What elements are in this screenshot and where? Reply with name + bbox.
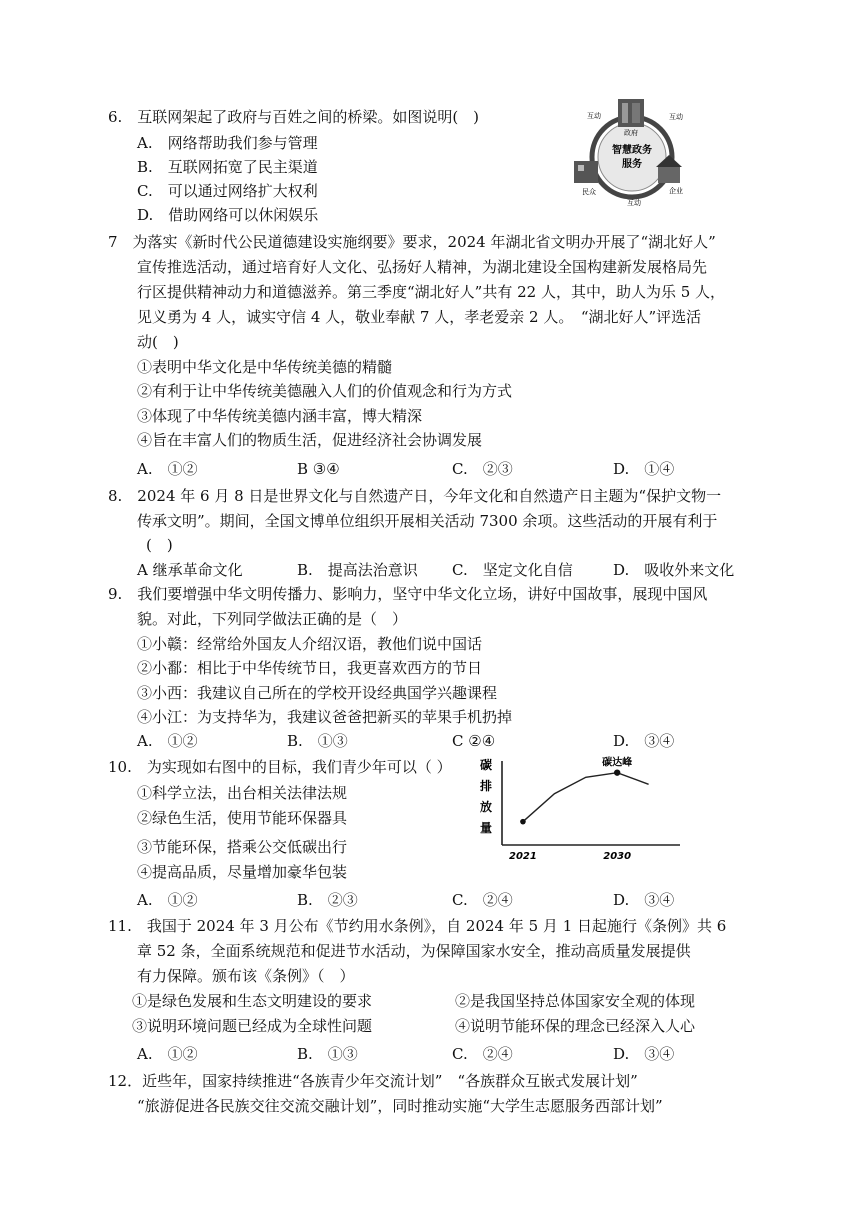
q7-option-a: A. ①②: [137, 460, 198, 478]
q11-option-b: B. ①③: [297, 1045, 358, 1063]
ylabel-char: 碳: [479, 758, 493, 772]
q6-stem: 6. 互联网架起了政府与百姓之间的桥梁。如图说明( ): [108, 108, 480, 126]
smart-government-diagram: [564, 93, 704, 213]
q9-item-1: ①小赣：经常给外国友人介绍汉语，教他们说中国话: [137, 635, 483, 653]
diagram-edge-1: 互动: [587, 112, 601, 120]
diagram-edge-3: 互动: [627, 199, 641, 207]
q12-line-1: 12．近些年，国家持续推进“各族青少年交流计划” “各族群众互嵌式发展计划”: [108, 1072, 638, 1090]
diagram-node-gov: 政府: [624, 129, 638, 137]
diagram-center-line2: 服务: [622, 159, 642, 170]
q7-item-4: ④旨在丰富人们的物质生活，促进经济社会协调发展: [137, 431, 483, 449]
q9-option-d: D. ③④: [613, 732, 675, 750]
q7-item-3: ③体现了中华传统美德内涵丰富，博大精深: [137, 407, 423, 425]
q7-line-3: 行区提供精神动力和道德滋养。第三季度“湖北好人”共有 22 人，其中，助人为乐 5 人，: [137, 283, 726, 301]
q12-line-2: “旅游促进各民族交往交流交融计划”，同时推动实施“大学生志愿服务西部计划”: [137, 1097, 663, 1115]
q6-option-d: D. 借助网络可以休闲娱乐: [137, 206, 319, 224]
q11-line-1: 11. 我国于 2024 年 3 月公布《节约用水条例》，自 2024 年 5 月 1 日起施行《条例》共 6: [108, 917, 727, 935]
q9-item-3: ③小西：我建议自己所在的学校开设经典国学兴趣课程: [137, 684, 498, 702]
q7-line-2: 宣传推选活动，通过培育好人文化、弘扬好人精神，为湖北建设全国构建新发展格局先: [137, 258, 708, 276]
peak-point: [614, 769, 620, 775]
q8-option-d: D. 吸收外来文化: [613, 561, 735, 579]
q8-option-c: C. 坚定文化自信: [452, 561, 573, 579]
q9-item-2: ②小鄱：相比于中华传统节日，我更喜欢西方的节日: [137, 659, 483, 677]
q7-line-5: 动( ): [137, 333, 179, 351]
q6-option-b: B. 互联网拓宽了民主渠道: [137, 158, 318, 176]
q7-option-b: B ③④: [297, 460, 340, 478]
q6-option-a: A. 网络帮助我们参与管理: [137, 134, 318, 152]
x-tick-2030: 2030: [603, 851, 632, 862]
q7-item-1: ①表明中华文化是中华传统美德的精髓: [137, 358, 393, 376]
q11-item-4: ④说明节能环保的理念已经深入人心: [455, 1017, 696, 1035]
q10-option-a: A. ①②: [137, 891, 198, 909]
q10-option-c: C. ②④: [452, 891, 513, 909]
q10-stem: 10. 为实现如右图中的目标，我们青少年可以（ ）: [108, 758, 452, 776]
q11-option-c: C. ②④: [452, 1045, 513, 1063]
ylabel-char: 放: [479, 800, 493, 814]
q9-option-b: B. ①③: [287, 732, 348, 750]
q7-line-4: 见义勇为 4 人，诚实守信 4 人，敬业奉献 7 人，孝老爱亲 2 人。 “湖北好人”评选活: [137, 308, 702, 326]
start-point: [520, 819, 526, 825]
q9-option-c: C ②④: [452, 732, 496, 750]
q8-option-b: B. 提高法治意识: [297, 561, 418, 579]
emission-series-line: [523, 773, 649, 822]
q6-option-c: C. 可以通过网络扩大权利: [137, 182, 318, 200]
chart-ylabel: [479, 757, 492, 835]
diagram-center-line1: 智慧政务: [612, 145, 652, 156]
q9-line-1: 9. 我们要增强中华文明传播力、影响力，坚守中华文化立场，讲好中国故事，展现中国风: [108, 585, 708, 603]
carbon-emission-chart: [474, 755, 684, 865]
q7-option-d: D. ①④: [613, 460, 675, 478]
x-tick-2021: 2021: [509, 851, 537, 862]
q11-item-1: ①是绿色发展和生态文明建设的要求: [132, 992, 373, 1010]
q11-item-3: ③说明环境问题已经成为全球性问题: [132, 1017, 373, 1035]
q11-line-2: 章 52 条，全面系统规范和促进节水活动，为保障国家水安全，推动高质量发展提供: [137, 942, 691, 960]
diagram-node-enterprise: 企业: [669, 187, 683, 195]
q9-line-2: 貌。对此，下列同学做法正确的是（ ）: [137, 610, 408, 628]
q11-item-2: ②是我国坚持总体国家安全观的体现: [455, 992, 696, 1010]
ylabel-char: 量: [479, 821, 493, 835]
peak-annotation: 碳达峰: [602, 757, 633, 769]
q8-line-1: 8. 2024 年 6 月 8 日是世界文化与自然遗产日，今年文化和自然遗产日主题为“保护文物一: [108, 487, 722, 505]
q11-option-d: D. ③④: [613, 1045, 675, 1063]
q7-option-c: C. ②③: [452, 460, 513, 478]
diagram-node-people: 民众: [582, 188, 596, 196]
building-icon-gov: [618, 99, 644, 127]
q9-option-a: A. ①②: [137, 732, 198, 750]
q10-item-3: ③节能环保，搭乘公交低碳出行: [137, 838, 348, 856]
q10-item-4: ④提高品质，尽量增加豪华包装: [137, 863, 348, 881]
q10-option-b: B. ②③: [297, 891, 358, 909]
q10-item-1: ①科学立法，出台相关法律法规: [137, 784, 348, 802]
q8-line-3: ( ): [146, 536, 173, 554]
q7-item-2: ②有利于让中华传统美德融入人们的价值观念和行为方式: [137, 382, 513, 400]
diagram-edge-2: 互动: [669, 113, 683, 121]
q8-line-2: 传承文明”。期间，全国文博单位组织开展相关活动 7300 余项。这些活动的开展有利于: [137, 512, 718, 530]
ylabel-char: 排: [479, 779, 493, 793]
q9-item-4: ④小江：为支持华为，我建议爸爸把新买的苹果手机扔掉: [137, 708, 513, 726]
q11-line-3: 有力保障。颁布该《条例》（ ）: [137, 967, 355, 985]
building-icon-people: [574, 161, 598, 183]
q10-option-d: D. ③④: [613, 891, 675, 909]
q7-line-1: 7 为落实《新时代公民道德建设实施纲要》要求，2024 年湖北省文明办开展了“湖北好人”: [108, 233, 716, 251]
q10-item-2: ②绿色生活，使用节能环保器具: [137, 809, 348, 827]
q11-option-a: A. ①②: [137, 1045, 198, 1063]
q8-option-a: A 继承革命文化: [137, 561, 243, 579]
